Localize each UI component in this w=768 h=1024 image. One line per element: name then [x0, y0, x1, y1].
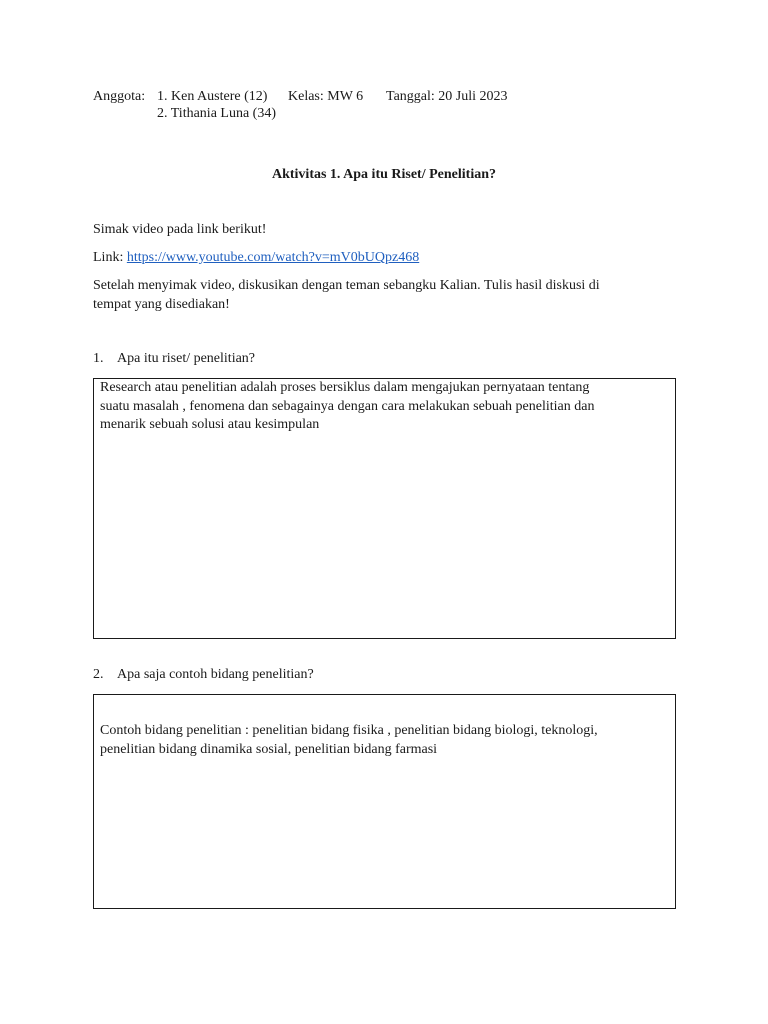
video-link[interactable]: https://www.youtube.com/watch?v=mV0bUQpz468	[126, 250, 420, 265]
answer-1-line: Research atau penelitian adalah proses bersiklus dalam mengajukan pernyataan tentang	[100, 380, 590, 395]
question-2-text: Apa saja contoh bidang penelitian?	[117, 667, 314, 682]
question-1-number: 1.	[93, 351, 104, 366]
member-2: 2. Tithania Luna (34)	[157, 106, 276, 121]
answer-1-line: suatu masalah , fenomena dan sebagainya dengan cara melakukan sebuah penelitian dan	[100, 398, 595, 414]
answer-1-text	[100, 379, 669, 435]
instruction-setelah-line-2: tempat yang disediakan!	[93, 297, 230, 312]
page-title: Aktivitas 1. Apa itu Riset/ Penelitian?	[271, 167, 496, 182]
answer-1-line: menarik sebuah solusi atau kesimpulan	[100, 417, 320, 432]
answer-box-2[interactable]	[93, 694, 676, 909]
instruction-simak: Simak video pada link berikut!	[93, 222, 267, 237]
answer-2-line: penelitian bidang dinamika sosial, penelitian bidang farmasi	[100, 741, 438, 757]
answer-2-line: Contoh bidang penelitian : penelitian bidang fisika , penelitian bidang biologi, teknologi,	[100, 723, 598, 738]
kelas: Kelas: MW 6	[288, 89, 364, 104]
instruction-setelah-line-1: Setelah menyimak video, diskusikan dengan teman sebangku Kalian. Tulis hasil diskusi di	[93, 278, 600, 293]
anggota-label: Anggota:	[93, 89, 146, 104]
tanggal: Tanggal: 20 Juli 2023	[386, 89, 508, 104]
answer-2-text	[100, 722, 669, 759]
question-2-number: 2.	[93, 667, 104, 682]
question-1-text: Apa itu riset/ penelitian?	[117, 351, 256, 366]
answer-box-1[interactable]	[93, 378, 676, 639]
link-line	[93, 249, 419, 267]
member-1: 1. Ken Austere (12)	[157, 89, 268, 104]
link-label: Link:	[93, 250, 124, 265]
